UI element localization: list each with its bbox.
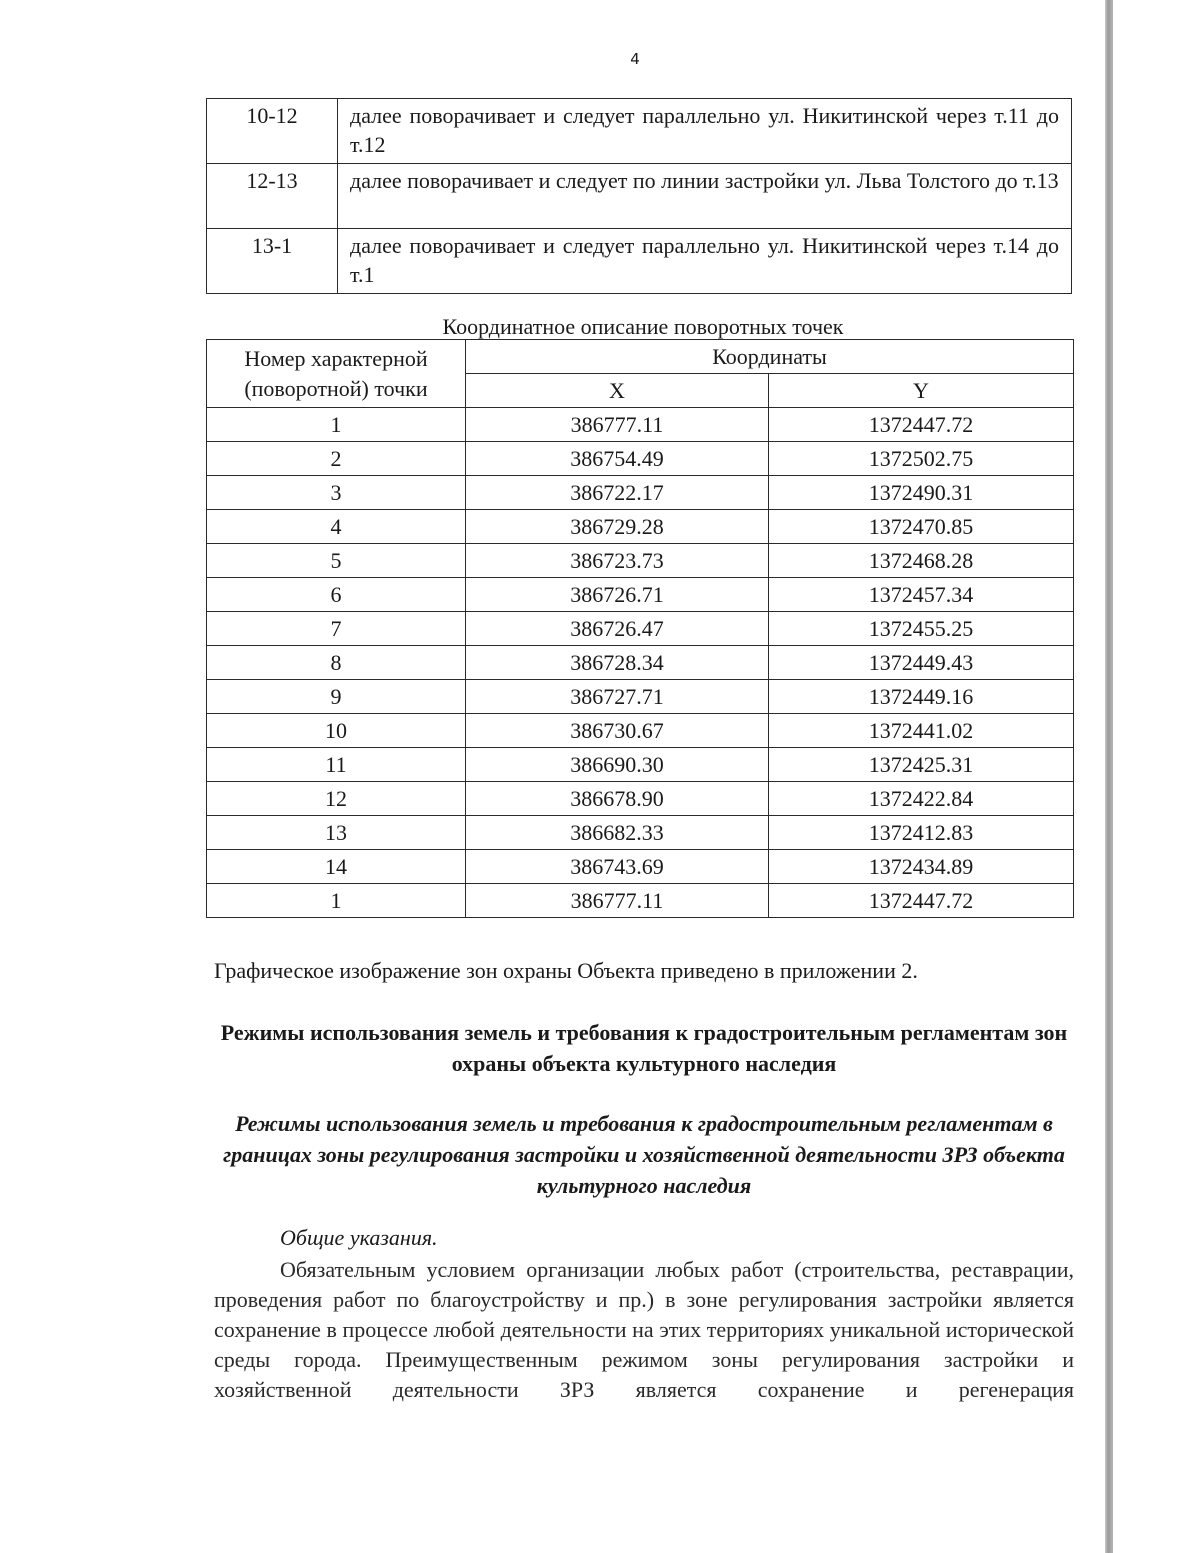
coordinate-y: 1372468.28 xyxy=(769,544,1074,578)
coordinate-x: 386777.11 xyxy=(466,408,769,442)
coordinate-y: 1372447.72 xyxy=(769,408,1074,442)
body-paragraph: Обязательным условием организации любых работ (строительства, реставрации, проведения работ по благоустройству и пр.) в зоне регулирования застройки является сохранение в процессе любой деятельности на этих территориях уникальной исторической среды города. Преимущественным режимом зоны регулирования застройки и хозяйственной деятельности ЗРЗ является сохранение и регенерация xyxy=(214,1257,1074,1402)
route-description: далее поворачивает и следует параллельно ул. Никитинской через т.14 до т.1 xyxy=(338,229,1072,294)
coordinate-row xyxy=(207,850,1074,884)
coordinate-y: 1372470.85 xyxy=(769,510,1074,544)
page-number: 4 xyxy=(630,50,640,68)
coordinate-y: 1372457.34 xyxy=(769,578,1074,612)
coordinate-y: 1372455.25 xyxy=(769,612,1074,646)
route-description: далее поворачивает и следует по линии застройки ул. Льва Толстого до т.13 xyxy=(338,164,1072,229)
header-coordinates: Координаты xyxy=(466,340,1074,374)
coordinate-y: 1372441.02 xyxy=(769,714,1074,748)
point-number: 10 xyxy=(207,714,466,748)
coordinate-x: 386726.47 xyxy=(466,612,769,646)
coordinate-row xyxy=(207,884,1074,918)
coordinate-row xyxy=(207,578,1074,612)
general-instructions-label: Общие указания. xyxy=(280,1225,438,1250)
coordinate-x: 386729.28 xyxy=(466,510,769,544)
coordinate-row xyxy=(207,748,1074,782)
point-number: 11 xyxy=(207,748,466,782)
coordinate-row xyxy=(207,408,1074,442)
point-number: 1 xyxy=(207,408,466,442)
point-number: 3 xyxy=(207,476,466,510)
coordinate-y: 1372412.83 xyxy=(769,816,1074,850)
subsection-heading: Режимы использования земель и требования к градостроительным регламентам в границах зоны регулирования застройки и хозяйственной деятельности ЗРЗ объекта культурного наследия xyxy=(223,1111,1065,1198)
graphic-note: Графическое изображение зон охраны Объекта приведено в приложении 2. xyxy=(214,958,918,983)
coordinate-row xyxy=(207,510,1074,544)
point-number: 6 xyxy=(207,578,466,612)
coordinate-y: 1372447.72 xyxy=(769,884,1074,918)
coordinate-x: 386730.67 xyxy=(466,714,769,748)
coordinate-x: 386682.33 xyxy=(466,816,769,850)
point-number: 14 xyxy=(207,850,466,884)
point-number: 4 xyxy=(207,510,466,544)
coordinate-x: 386743.69 xyxy=(466,850,769,884)
coordinate-y: 1372502.75 xyxy=(769,442,1074,476)
point-number: 13 xyxy=(207,816,466,850)
coordinate-y: 1372490.31 xyxy=(769,476,1074,510)
coordinate-row xyxy=(207,714,1074,748)
header-point-number: Номер характерной (поворотной) точки xyxy=(207,340,466,408)
coordinate-y: 1372449.43 xyxy=(769,646,1074,680)
route-segment: 12-13 xyxy=(207,164,338,229)
coordinate-x: 386723.73 xyxy=(466,544,769,578)
route-description: далее поворачивает и следует параллельно ул. Никитинской через т.11 до т.12 xyxy=(338,99,1072,164)
coordinates-caption: Координатное описание поворотных точек xyxy=(442,314,844,339)
route-row xyxy=(207,229,1072,294)
coordinate-y: 1372422.84 xyxy=(769,782,1074,816)
header-x: X xyxy=(466,374,769,408)
point-number: 7 xyxy=(207,612,466,646)
route-row xyxy=(207,164,1072,229)
section-heading: Режимы использования земель и требования к градостроительным регламентам зон охраны объекта культурного наследия xyxy=(220,1020,1068,1076)
coordinate-x: 386728.34 xyxy=(466,646,769,680)
point-number: 12 xyxy=(207,782,466,816)
coordinate-x: 386777.11 xyxy=(466,884,769,918)
point-number: 1 xyxy=(207,884,466,918)
coordinate-x: 386678.90 xyxy=(466,782,769,816)
header-y: Y xyxy=(769,374,1074,408)
coordinate-row xyxy=(207,680,1074,714)
coordinate-y: 1372449.16 xyxy=(769,680,1074,714)
route-segment: 13-1 xyxy=(207,229,338,294)
coordinate-row xyxy=(207,476,1074,510)
coordinates-table xyxy=(206,339,1074,918)
route-row xyxy=(207,99,1072,164)
coordinate-row xyxy=(207,544,1074,578)
scan-edge xyxy=(1105,0,1113,1553)
coordinate-x: 386690.30 xyxy=(466,748,769,782)
coordinate-y: 1372425.31 xyxy=(769,748,1074,782)
route-segment: 10-12 xyxy=(207,99,338,164)
point-number: 2 xyxy=(207,442,466,476)
coordinate-x: 386727.71 xyxy=(466,680,769,714)
point-number: 5 xyxy=(207,544,466,578)
coordinate-row xyxy=(207,442,1074,476)
coordinate-x: 386726.71 xyxy=(466,578,769,612)
coordinate-row xyxy=(207,612,1074,646)
coordinate-row xyxy=(207,646,1074,680)
coordinate-x: 386754.49 xyxy=(466,442,769,476)
point-number: 8 xyxy=(207,646,466,680)
route-description-table xyxy=(206,98,1072,294)
coordinate-y: 1372434.89 xyxy=(769,850,1074,884)
coordinate-row xyxy=(207,816,1074,850)
coordinate-x: 386722.17 xyxy=(466,476,769,510)
point-number: 9 xyxy=(207,680,466,714)
coordinate-row xyxy=(207,782,1074,816)
